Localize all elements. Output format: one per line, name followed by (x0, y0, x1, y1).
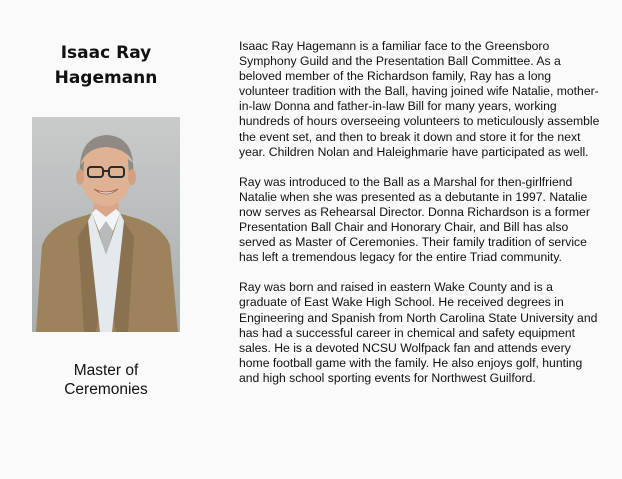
person-name (0, 41, 212, 91)
person-name-line-1: Isaac Ray (60, 43, 152, 63)
person-name-line-2: Hagemann (54, 68, 158, 88)
bio-paragraph: Ray was introduced to the Ball as a Marshal for then-girlfriend Natalie when she was presented as a debutante in 1997. Natalie now serves as Rehearsal Director. Donna Richardson is a former Presentation Ball Chair and Honorary Chair, and Bill has also served as Master of Ceremonies. Their family tradition of service has left a tremendous legacy for the entire Triad community. (239, 174, 590, 265)
role-title-line-2: Ceremonies (64, 381, 148, 398)
role-title (0, 361, 212, 399)
role-title-line-1: Master of (73, 362, 139, 379)
portrait-photo (32, 117, 180, 332)
biography (239, 39, 601, 401)
profile-column (0, 0, 212, 479)
bio-paragraph: Ray was born and raised in eastern Wake County and is a graduate of East Wake High School. He received degrees in Engineering and Spanish from North Carolina State University and has had a successful career in chemical and safety equipment sales. He is a devoted NCSU Wolfpack fan and attends every home football game with the family. He also enjoys golf, hunting and high school sporting events for Northwest Guilford. (239, 280, 598, 385)
bio-paragraph: Isaac Ray Hagemann is a familiar face to the Greensboro Symphony Guild and the Presentation Ball Committee. As a beloved member of the Richardson family, Ray has a long volunteer tradition with the Ball, having joined wife Natalie, mother-in-law Donna and father-in-law Bill for many years, working hundreds of hours overseeing volunteers to meticulously assemble the event set, and then to break it down and store it for the next year. Children Nolan and Haleighmarie have participated as well. (239, 39, 600, 159)
